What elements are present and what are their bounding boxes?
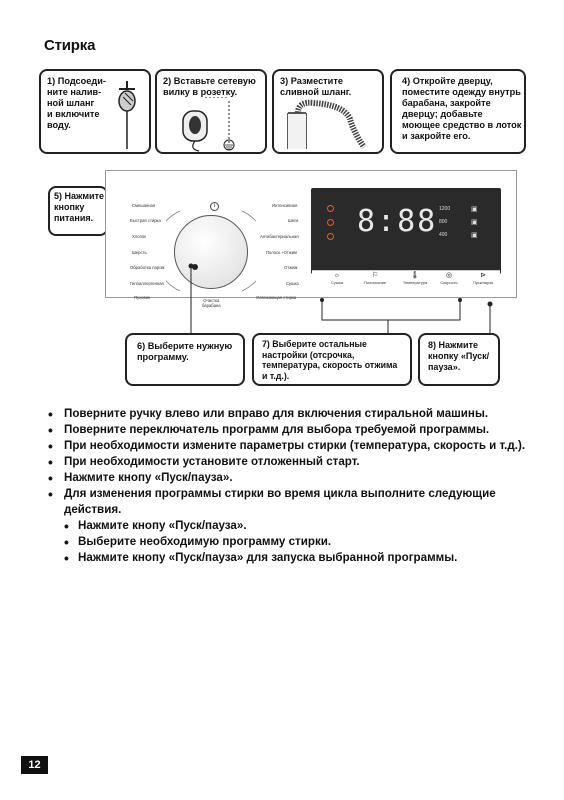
- control-panel: [105, 170, 517, 308]
- rinse-button[interactable]: [360, 272, 390, 285]
- lock-icon: ▣: [471, 206, 478, 213]
- spin-icon: ◎: [445, 272, 453, 279]
- step-1-box: [39, 69, 151, 154]
- instruction-item: • При необходимости измените параметры стирки (температура, скорость и т.д.).: [42, 438, 532, 454]
- step-6-pointer: [186, 262, 196, 334]
- start-pause-button[interactable]: [466, 272, 500, 285]
- power-button[interactable]: [210, 202, 219, 211]
- step-4-box: [390, 69, 526, 154]
- instruction-item: • При необходимости установите отложенный старт.: [42, 454, 532, 470]
- plug-socket-illustration: [177, 97, 257, 153]
- program-label: Шерсть: [132, 250, 147, 255]
- program-label: Антибактериальная: [260, 234, 299, 239]
- step-6-text: 6) Выберите нужную программу.: [137, 341, 233, 362]
- status-lights: [327, 205, 334, 240]
- step-2-box: [155, 69, 267, 154]
- speed-button[interactable]: [434, 272, 464, 285]
- program-label: Смешанная: [132, 203, 156, 208]
- program-label: Интенсивная: [272, 203, 298, 208]
- speed-1200: 1200: [439, 206, 451, 212]
- program-label: Гипоаллергенная: [130, 281, 164, 286]
- instruction-item: • Нажмите кнопу «Пуск/пауза».: [42, 470, 532, 486]
- step-4-text: 4) Откройте дверцу, поместите одежду внутрь барабана, закройте дверцу; добавьте моющее средство в лоток и закройте его.: [402, 76, 522, 141]
- temperature-button[interactable]: [398, 272, 432, 285]
- door-icon: ▣: [471, 219, 478, 226]
- step-7-text: 7) Выберите остальные настройки (отсрочка, температура, скорость отжима и т.д.).: [262, 339, 398, 381]
- play-pause-icon: ⊳: [480, 272, 486, 279]
- page-title: Стирка: [44, 37, 96, 54]
- step-7-pointer: [318, 290, 468, 334]
- power-icon: i: [213, 203, 216, 209]
- program-label: Хлопок: [132, 234, 147, 239]
- sun-icon: ☼: [333, 272, 341, 279]
- step-5-box: [48, 186, 108, 236]
- step-8-text: 8) Нажмите кнопку «Пуск/ пауза».: [428, 340, 490, 372]
- instruction-sub-item: • Выберите необходимую программу стирки.: [42, 534, 532, 550]
- speed-label: Скорость: [440, 280, 458, 285]
- instruction-sub-item: • Нажмите кнопу «Пуск/пауза».: [42, 518, 532, 534]
- temperature-label: Температура: [402, 280, 428, 285]
- speed-800: 800: [439, 219, 448, 225]
- shirt-icon: ⚐: [371, 272, 379, 279]
- wifi-icon: ▣: [471, 232, 478, 239]
- step-5-text: 5) Нажмите кнопку питания.: [54, 191, 104, 223]
- drain-hose-illustration: [284, 99, 380, 151]
- step-6-box: [125, 333, 245, 386]
- program-label-bottom: Очистка барабана: [202, 298, 221, 308]
- thermometer-icon: 🌡: [410, 272, 420, 279]
- program-label: Пуховик: [134, 295, 150, 300]
- program-label: Отжим: [284, 265, 298, 270]
- page-number: 12: [21, 756, 48, 774]
- step-8-pointer: [485, 300, 495, 334]
- step-3-box: [272, 69, 384, 154]
- program-label: Сушка: [286, 281, 299, 286]
- step-8-box: [418, 333, 500, 386]
- instruction-item: • Поверните ручку влево или вправо для включения стиральной машины.: [42, 406, 532, 422]
- program-label: Освежающая стирка: [256, 295, 297, 300]
- instruction-item: • Поверните переключатель программ для выбора требуемой программы.: [42, 422, 532, 438]
- instruction-list: [42, 406, 532, 566]
- program-label: Быстрая стирка: [130, 218, 161, 223]
- speed-400: 400: [439, 232, 448, 238]
- instruction-item: • Для изменения программы стирки во время цикла выполните следующие действия.: [42, 486, 532, 518]
- display-icons: [471, 203, 478, 242]
- button-row-strip: [312, 257, 500, 270]
- instruction-sub-item: • Нажмите кнопу «Пуск/пауза» для запуска выбранной программы.: [42, 550, 532, 566]
- spin-speed-labels: [439, 203, 450, 242]
- step-7-box: [252, 333, 412, 386]
- program-label: Обработка паром: [130, 265, 165, 270]
- step-1-text: 1) Подсоеди- ните налив- ной шланг и включите воду.: [47, 76, 106, 130]
- faucet-hose-illustration: [113, 79, 145, 151]
- step-3-text: 3) Разместите сливной шланг.: [280, 76, 352, 97]
- step-2-text: 2) Вставьте сетевую вилку в розетку.: [163, 76, 256, 97]
- rinse-label: Полоскание: [363, 280, 387, 285]
- program-label: Полоск.+Отжим: [266, 250, 297, 255]
- program-label: Шелк: [288, 218, 299, 223]
- start-pause-label: Пуск/пауза: [472, 280, 494, 285]
- dry-label: Сушка: [330, 280, 344, 285]
- dry-button[interactable]: [324, 272, 350, 285]
- time-display: 8:88: [357, 204, 438, 239]
